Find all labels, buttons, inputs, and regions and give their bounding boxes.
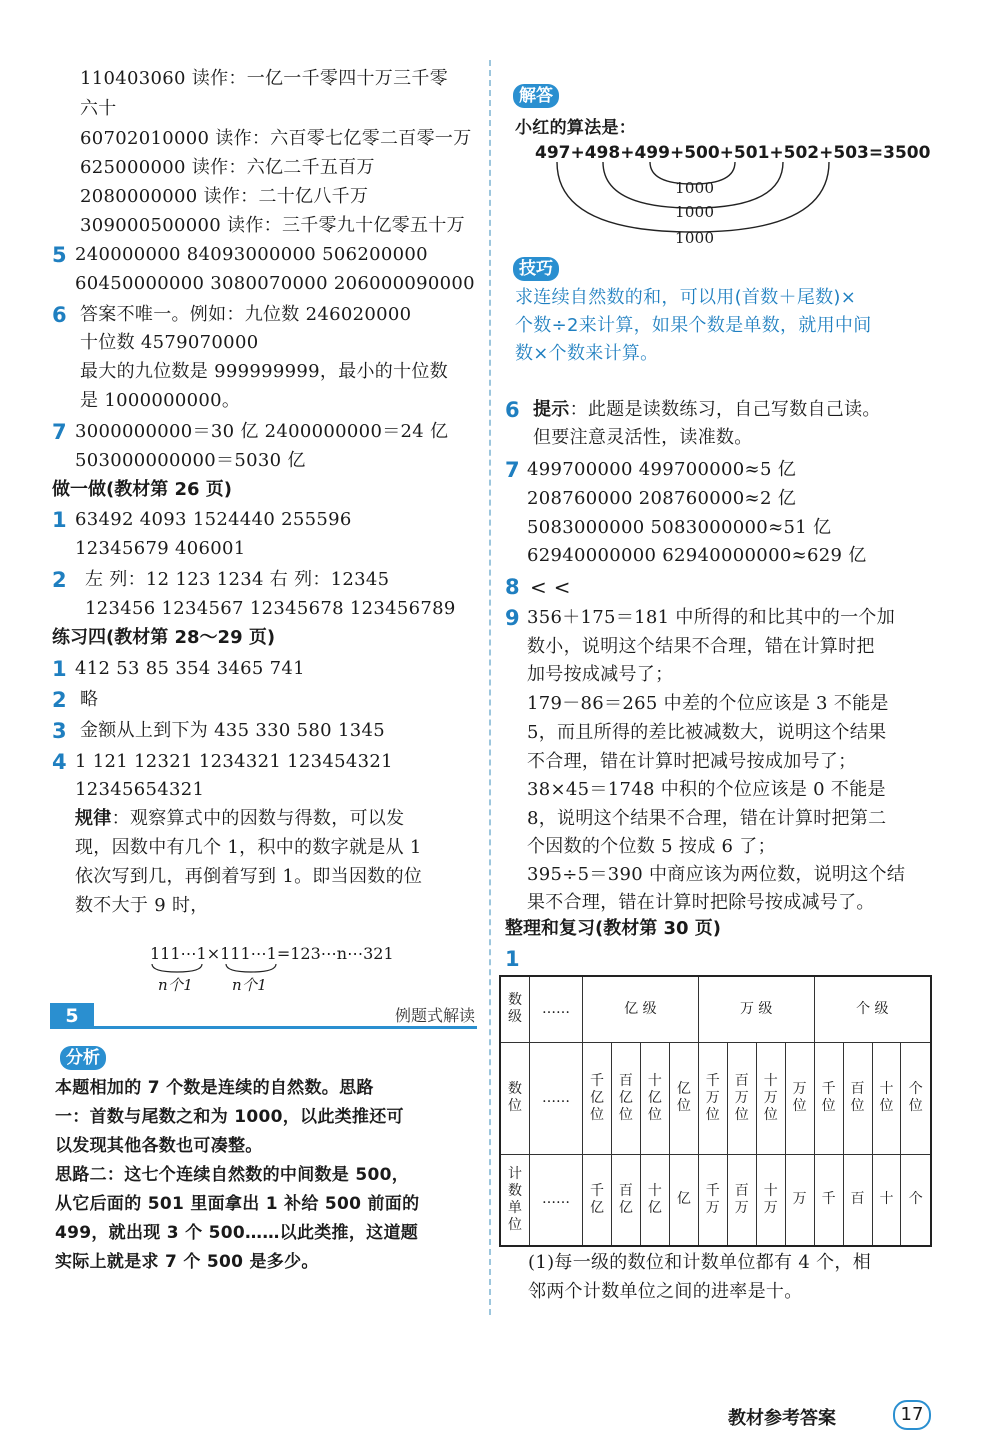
text-line: 2080000000 读作：二十亿八千万	[80, 186, 369, 207]
table-cell: 十万	[756, 1154, 785, 1246]
text-line: 499，就出现 3 个 500……以此类推，这道题	[55, 1223, 419, 1243]
table-cell: 万	[785, 1154, 814, 1246]
brace-label: 1000	[675, 229, 715, 247]
table-cell: 个位	[901, 1042, 931, 1154]
text-line: 不合理，错在计算时把减号按成加号了；	[527, 751, 857, 772]
text-line: 左 列：12 123 1234 右 列：12345	[85, 569, 390, 590]
table-row	[500, 1042, 931, 1154]
text-line: 8，说明这个结果不合理，错在计算时把第二	[527, 808, 887, 829]
text-line: 395÷5＝390 中商应该为两位数，说明这个结	[527, 864, 906, 885]
text-line: 依次写到几，再倒着写到 1。即当因数的位	[75, 866, 423, 887]
table-cell: 十万位	[756, 1042, 785, 1154]
text-line: 果不合理，错在计算时把除号按成减号了。	[527, 892, 875, 913]
question-number: 1	[505, 947, 520, 971]
tip-line: 个数÷2来计算，如果个数是单数，就用中间	[515, 315, 872, 336]
text-line: 503000000000＝5030 亿	[75, 450, 306, 471]
table-cell: 百万	[727, 1154, 756, 1246]
text-line: 现，因数中有几个 1，积中的数字就是从 1	[75, 837, 422, 858]
table-cell: 十亿位	[640, 1042, 669, 1154]
table-cell: 千万位	[698, 1042, 727, 1154]
text-line: 金额从上到下为 435 330 580 1345	[80, 720, 385, 741]
table-cell: 个	[901, 1154, 931, 1246]
text-line: 123456 1234567 12345678 123456789	[85, 598, 456, 619]
section-label: 例题式解读	[394, 1006, 475, 1025]
text-line: 356＋175＝181 中所得的和比其中的一个加	[527, 607, 895, 628]
text-line: 499700000 499700000≈5 亿	[527, 459, 797, 480]
table-row	[500, 976, 931, 1042]
answer-badge: 解答	[513, 84, 559, 108]
text-line: 十位数 4579070000	[80, 332, 259, 353]
text-line: 5083000000 5083000000≈51 亿	[527, 517, 832, 538]
brace-label: 1000	[675, 179, 715, 197]
question-number: 7	[52, 420, 67, 444]
rule-text: ：观察算式中的因数与得数，可以发	[111, 808, 405, 829]
text-line: 63492 4093 1524440 255596	[75, 509, 352, 530]
section-heading: 练习四(教材第 28～29 页)	[52, 627, 276, 648]
text-line: 412 53 85 354 3465 741	[75, 658, 305, 679]
text-line: 数小，说明这个结果不合理，错在计算时把	[527, 636, 875, 657]
table-cell: 千亿	[583, 1154, 612, 1246]
table-cell: 百亿	[611, 1154, 640, 1246]
question-number: 6	[505, 398, 520, 422]
text-line: 六十	[80, 98, 117, 119]
text-line: 60450000000 3080070000 206000090000	[75, 273, 475, 294]
analysis-badge: 分析	[60, 1046, 106, 1070]
text-line: 思路二：这七个连续自然数的中间数是 500，	[55, 1165, 410, 1185]
table-cell: 百位	[843, 1042, 872, 1154]
hint-paragraph	[533, 397, 881, 423]
text-line: 38×45＝1748 中积的个位应该是 0 不能是	[527, 779, 886, 800]
hint-label: 提示	[533, 399, 570, 420]
text-line: 240000000 84093000000 506200000	[75, 244, 428, 265]
text-line: 625000000 读作：六亿二千五百万	[80, 157, 375, 178]
table-cell: 亿位	[669, 1042, 698, 1154]
formula-note: n个1	[232, 976, 268, 994]
table-cell: 百亿位	[611, 1042, 640, 1154]
text-line: 3000000000＝30 亿 2400000000＝24 亿	[75, 421, 449, 442]
text-line: 答案不唯一。例如：九位数 246020000	[80, 304, 412, 325]
question-number: 2	[52, 568, 67, 592]
question-number: 2	[52, 688, 67, 712]
text-line: 个因数的个位数 5 按成 6 了；	[527, 836, 776, 857]
brace-label: 1000	[675, 203, 715, 221]
text-line: 110403060 读作：一亿一千零四十万三千零	[80, 68, 448, 89]
table-row-head: 数级	[500, 976, 530, 1042]
hint-text: ：此题是读数练习，自己写数自己读。	[569, 399, 881, 420]
text-line: 小红的算法是：	[515, 118, 637, 138]
table-cell: ……	[530, 976, 583, 1042]
table-cell: 十	[872, 1154, 901, 1246]
table-cell: ……	[530, 1154, 583, 1246]
section-bar	[50, 1003, 477, 1029]
footer-title: 教材参考答案	[728, 1408, 836, 1429]
table-cell: 万位	[785, 1042, 814, 1154]
text-line: 数不大于 9 时，	[75, 895, 209, 916]
rule-paragraph	[75, 806, 404, 832]
table-cell: 万 级	[698, 976, 814, 1042]
question-number: 9	[505, 606, 520, 630]
page-number: 17	[893, 1400, 931, 1430]
text-line: 从它后面的 501 里面拿出 1 补给 500 前面的	[55, 1194, 420, 1214]
section-heading: 做一做(教材第 26 页)	[52, 479, 233, 500]
text-line: (1)每一级的数位和计数单位都有 4 个，相	[528, 1252, 871, 1273]
text-line: 最大的九位数是 999999999，最小的十位数	[80, 361, 448, 382]
question-number: 1	[52, 508, 67, 532]
tip-line: 求连续自然数的和，可以用(首数＋尾数)×	[515, 287, 857, 308]
text-line: 实际上就是求 7 个 500 是多少。	[55, 1252, 319, 1272]
text-line: 但要注意灵活性，读准数。	[533, 427, 753, 448]
table-cell: 亿 级	[583, 976, 699, 1042]
table-cell: 千亿位	[583, 1042, 612, 1154]
text-line: 12345679 406001	[75, 538, 246, 559]
column-divider	[489, 60, 491, 1315]
table-row-head: 计数单位	[500, 1154, 530, 1246]
text-line: < <	[530, 575, 571, 599]
text-line: 以发现其他各数也可凑整。	[55, 1136, 263, 1156]
question-number: 8	[505, 575, 520, 599]
table-cell: ……	[530, 1042, 583, 1154]
question-number: 3	[52, 719, 67, 743]
equation: 497+498+499+500+501+502+503=3500	[535, 143, 931, 163]
table-cell: 百万位	[727, 1042, 756, 1154]
table-cell: 个 级	[814, 976, 931, 1042]
place-value-table	[499, 975, 932, 1247]
tip-line: 数×个数来计算。	[515, 343, 659, 364]
formula: 111⋯1×111⋯1=123⋯n⋯321	[150, 944, 394, 963]
table-cell: 百	[843, 1154, 872, 1246]
text-line: 一：首数与尾数之和为 1000，以此类推还可	[55, 1107, 404, 1127]
table-row	[500, 1154, 931, 1246]
text-line: 62940000000 62940000000≈629 亿	[527, 545, 867, 566]
text-line: 208760000 208760000≈2 亿	[527, 488, 797, 509]
table-cell: 千位	[814, 1042, 843, 1154]
text-line: 5，而且所得的差比被减数大，说明这个结果	[527, 722, 887, 743]
section-rule	[94, 1026, 477, 1029]
table-cell: 十亿	[640, 1154, 669, 1246]
table-cell: 亿	[669, 1154, 698, 1246]
text-line: 1 121 12321 1234321 123454321	[75, 751, 393, 772]
table-cell: 十位	[872, 1042, 901, 1154]
section-number: 5	[50, 1003, 94, 1029]
text-line: 本题相加的 7 个数是连续的自然数。思路	[55, 1078, 374, 1098]
text-line: 12345654321	[75, 779, 205, 800]
table-cell: 千万	[698, 1154, 727, 1246]
question-number: 6	[52, 303, 67, 327]
tip-badge: 技巧	[513, 257, 559, 281]
question-number: 5	[52, 243, 67, 267]
text-line: 加号按成减号了；	[527, 664, 674, 685]
text-line: 略	[80, 689, 99, 710]
question-number: 7	[505, 458, 520, 482]
formula-note: n个1	[158, 976, 194, 994]
text-line: 60702010000 读作：六百零七亿零二百零一万	[80, 128, 472, 149]
text-line: 邻两个计数单位之间的进率是十。	[528, 1281, 803, 1302]
question-number: 4	[52, 750, 67, 774]
rule-label: 规律	[75, 808, 112, 829]
section-heading: 整理和复习(教材第 30 页)	[505, 918, 722, 939]
question-number: 1	[52, 657, 67, 681]
text-line: 179－86＝265 中差的个位应该是 3 不能是	[527, 693, 889, 714]
text-line: 309000500000 读作：三千零九十亿零五十万	[80, 215, 465, 236]
table-cell: 千	[814, 1154, 843, 1246]
table-row-head: 数位	[500, 1042, 530, 1154]
text-line: 是 1000000000。	[80, 390, 241, 411]
